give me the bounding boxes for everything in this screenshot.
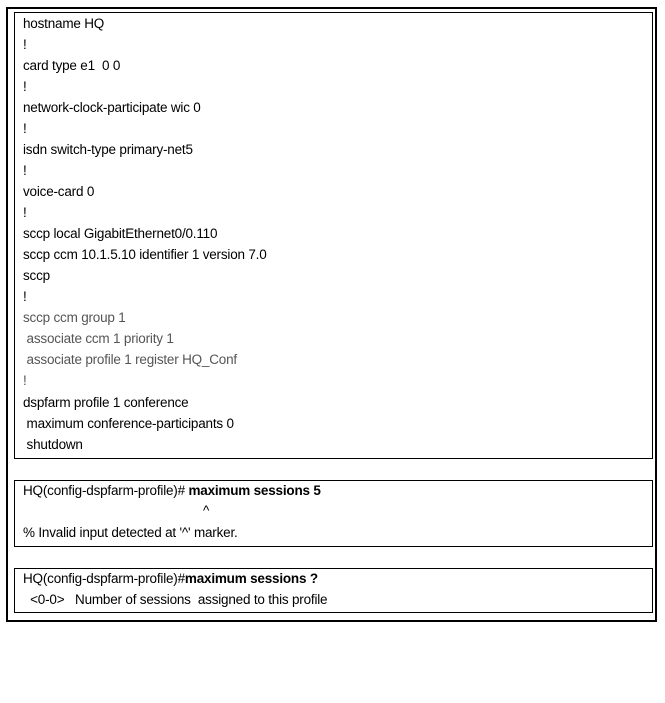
config-line: card type e1 0 0 — [23, 58, 121, 73]
config-line: associate ccm 1 priority 1 — [23, 331, 174, 346]
config-line: sccp local GigabitEthernet0/0.110 — [23, 226, 218, 241]
help-line: <0-0> Number of sessions assigned to this profile — [23, 592, 328, 607]
config-line: dspfarm profile 1 conference — [23, 395, 189, 410]
error-message: % Invalid input detected at '^' marker. — [23, 525, 238, 540]
config-line: network-clock-participate wic 0 — [23, 100, 201, 115]
config-line: hostname HQ — [23, 16, 105, 31]
running-config-panel — [14, 12, 653, 459]
config-line: ! — [23, 121, 27, 136]
config-line: ! — [23, 373, 27, 388]
help-output-panel — [14, 568, 653, 613]
config-line: voice-card 0 — [23, 184, 95, 199]
config-line: isdn switch-type primary-net5 — [23, 142, 193, 157]
error-output-panel — [14, 480, 653, 547]
config-line: maximum conference-participants 0 — [23, 416, 234, 431]
config-line: ! — [23, 79, 27, 94]
config-line: ! — [23, 205, 27, 220]
cli-prompt: HQ(config-dspfarm-profile)# — [23, 483, 189, 498]
cli-command: maximum sessions ? — [184, 571, 318, 586]
config-line: ! — [23, 163, 27, 178]
command-line — [23, 483, 321, 499]
config-line: associate profile 1 register HQ_Conf — [23, 352, 237, 367]
config-line: shutdown — [23, 437, 83, 452]
command-line — [23, 571, 318, 587]
error-caret: ^ — [203, 503, 210, 518]
cli-prompt: HQ(config-dspfarm-profile)# — [23, 571, 185, 586]
config-line: ! — [23, 37, 27, 52]
config-line: sccp — [23, 268, 50, 283]
config-line: sccp ccm group 1 — [23, 310, 126, 325]
config-line: ! — [23, 289, 27, 304]
cli-command: maximum sessions 5 — [188, 483, 321, 498]
config-line: sccp ccm 10.1.5.10 identifier 1 version 7.0 — [23, 247, 267, 262]
